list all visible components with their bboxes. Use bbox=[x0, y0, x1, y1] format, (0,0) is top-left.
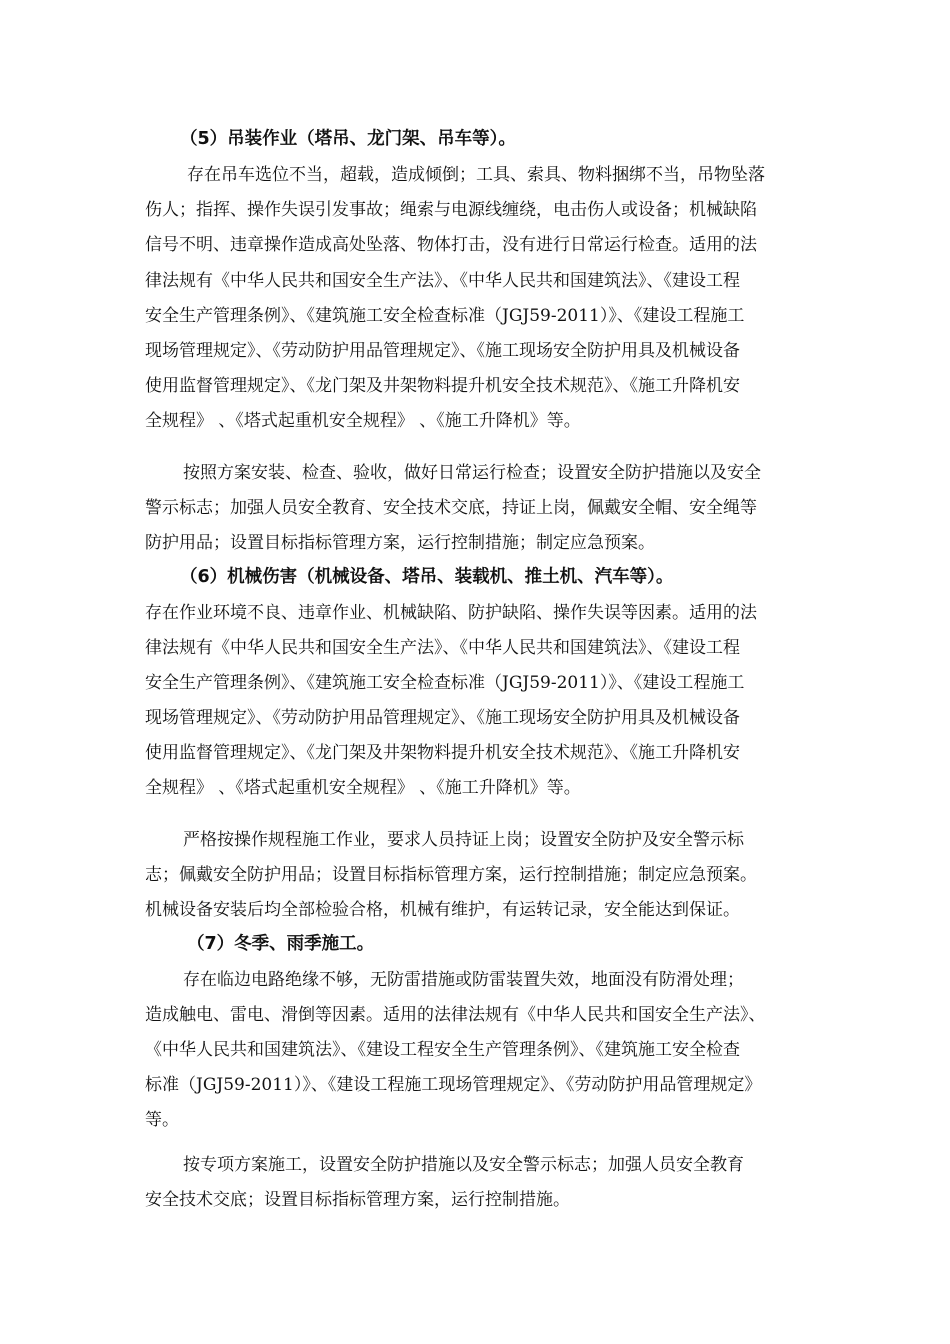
text-line: 志；佩戴安全防护用品；设置目标指标管理方案，运行控制措施；制定应急预案。 bbox=[145, 865, 757, 885]
section-5-heading: （5）吊装作业（塔吊、龙门架、吊车等）。 bbox=[180, 129, 516, 149]
text-line: 按照方案安装、检查、验收，做好日常运行检查；设置安全防护措施以及安全 bbox=[183, 463, 761, 483]
text-line: 全规程》 、《塔式起重机安全规程》 、《施工升降机》等。 bbox=[145, 778, 581, 798]
text-line: 现场管理规定》、《劳动防护用品管理规定》、《施工现场安全防护用具及机械设备 bbox=[145, 708, 740, 728]
text-line: 《中华人民共和国建筑法》、《建设工程安全生产管理条例》、《建筑施工安全检查 bbox=[145, 1040, 740, 1060]
text-line: 存在临边电路绝缘不够，无防雷措施或防雷装置失效，地面没有防滑处理； bbox=[183, 970, 744, 990]
text-line: 存在吊车选位不当，超载，造成倾倒；工具、索具、物料捆绑不当，吊物坠落 bbox=[187, 165, 765, 185]
text-line: 机械设备安装后均全部检验合格，机械有维护，有运转记录，安全能达到保证。 bbox=[145, 900, 740, 920]
text-line: 警示标志；加强人员安全教育、安全技术交底，持证上岗，佩戴安全帽、安全绳等 bbox=[145, 498, 757, 518]
text-line: 存在作业环境不良、违章作业、机械缺陷、防护缺陷、操作失误等因素。适用的法 bbox=[145, 603, 757, 623]
text-line: 全规程》 、《塔式起重机安全规程》 、《施工升降机》等。 bbox=[145, 411, 581, 431]
text-line: 等。 bbox=[145, 1110, 179, 1130]
text-line: 安全生产管理条例》、《建筑施工安全检查标准（JGJ59-2011）》、《建设工程施工 bbox=[145, 673, 745, 693]
text-line: 信号不明、违章操作造成高处坠落、物体打击，没有进行日常运行检查。适用的法 bbox=[145, 235, 757, 255]
text-line: 防护用品；设置目标指标管理方案，运行控制措施；制定应急预案。 bbox=[145, 533, 655, 553]
text-line: 现场管理规定》、《劳动防护用品管理规定》、《施工现场安全防护用具及机械设备 bbox=[145, 341, 740, 361]
text-line: 律法规有《中华人民共和国安全生产法》、《中华人民共和国建筑法》、《建设工程 bbox=[145, 271, 740, 291]
section-7-heading: （7）冬季、雨季施工。 bbox=[187, 934, 375, 954]
text-line: 安全生产管理条例》、《建筑施工安全检查标准（JGJ59-2011）》、《建设工程施工 bbox=[145, 306, 745, 326]
text-line: 按专项方案施工，设置安全防护措施以及安全警示标志；加强人员安全教育 bbox=[183, 1155, 744, 1175]
text-line: 严格按操作规程施工作业，要求人员持证上岗；设置安全防护及安全警示标 bbox=[183, 830, 744, 850]
text-line: 伤人；指挥、操作失误引发事故；绳索与电源线缠绕，电击伤人或设备；机械缺陷 bbox=[145, 200, 757, 220]
text-line: 律法规有《中华人民共和国安全生产法》、《中华人民共和国建筑法》、《建设工程 bbox=[145, 638, 740, 658]
text-line: 造成触电、雷电、滑倒等因素。适用的法律法规有《中华人民共和国安全生产法》、 bbox=[145, 1005, 766, 1025]
text-line: 使用监督管理规定》、《龙门架及井架物料提升机安全技术规范》、《施工升降机安 bbox=[145, 376, 740, 396]
section-6-heading: （6）机械伤害（机械设备、塔吊、装载机、推土机、汽车等）。 bbox=[180, 567, 674, 587]
text-line: 安全技术交底；设置目标指标管理方案，运行控制措施。 bbox=[145, 1190, 570, 1210]
text-line: 使用监督管理规定》、《龙门架及井架物料提升机安全技术规范》、《施工升降机安 bbox=[145, 743, 740, 763]
text-line: 标准（JGJ59-2011）》、《建设工程施工现场管理规定》、《劳动防护用品管理规定》 bbox=[145, 1075, 762, 1095]
